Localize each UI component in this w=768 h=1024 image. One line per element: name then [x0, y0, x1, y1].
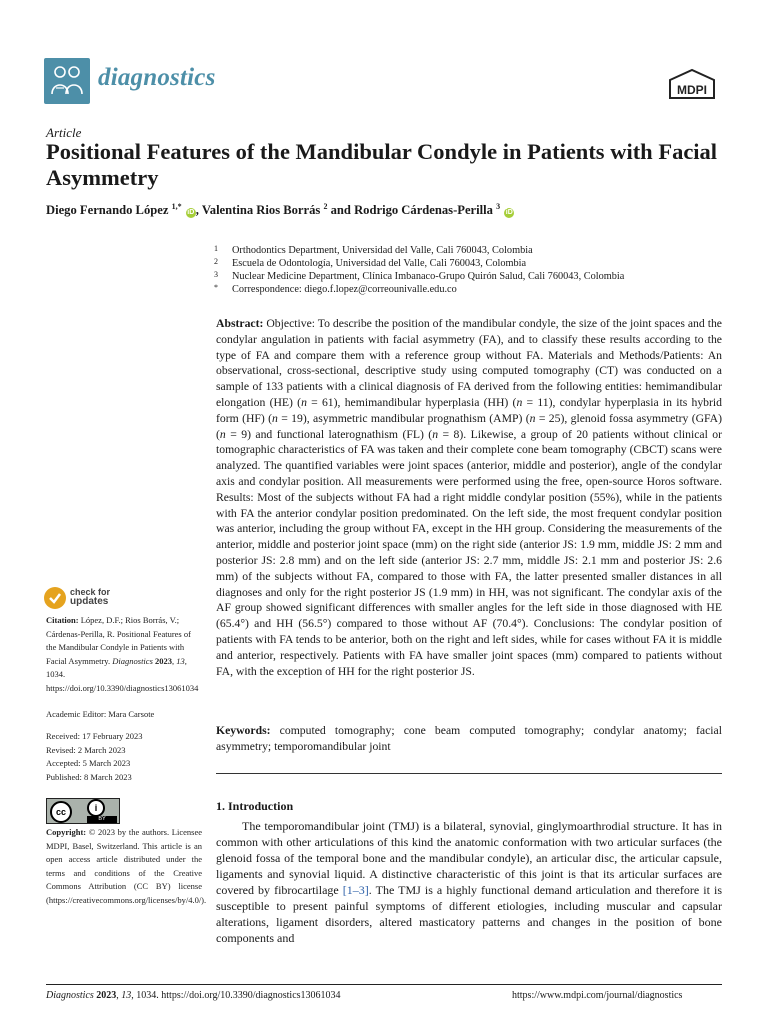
copyright-notice — [46, 826, 207, 907]
article-title: Positional Features of the Mandibular Condyle in Patients with Facial Asymmetry — [46, 139, 718, 190]
check-line-2: updates — [70, 596, 109, 607]
citation-volume: 13 — [176, 655, 185, 666]
abstract-text: = 19), asymmetric mandibular prognathism (AMP) ( — [277, 411, 530, 425]
author-separator: , — [195, 203, 202, 218]
check-updates-icon — [44, 587, 66, 609]
author-affil: 2 — [323, 202, 328, 211]
author-affil: 1,* — [171, 202, 182, 211]
affiliation-number: 2 — [214, 257, 218, 266]
footer-doi[interactable]: , 1034. https://doi.org/10.3390/diagnostics13061034 — [131, 990, 341, 1001]
date-published: Published: 8 March 2023 — [46, 771, 132, 782]
affiliation-text: Nuclear Medicine Department, Clínica Imbanaco-Grupo Quirón Salud, Cali 760043, Colombia — [232, 271, 625, 282]
cc-by-label: BY — [87, 816, 117, 823]
abstract-text: = 9) and functional laterognathism (FL) ( — [225, 427, 433, 441]
affiliation-text: Orthodontics Department, Universidad del Valle, Cali 760043, Colombia — [232, 245, 533, 256]
affiliation-row — [214, 283, 734, 296]
affiliation-row — [214, 244, 734, 257]
n-symbol: n — [516, 395, 523, 409]
affiliation-number: * — [214, 283, 218, 292]
citation: Citation: López, D.F.; Rios Borrás, V.; Cárdenas-Perilla, R. Positional Features of the Mandibular Condyle in Patients with Facial Asymmetry. Diagnostics 2023, 13, 1034. https://doi.org/10.3390/diagnostics13061034 — [46, 615, 199, 693]
n-symbol: n — [272, 411, 278, 425]
n-symbol: n — [219, 427, 226, 441]
abstract — [216, 316, 722, 679]
orcid-icon[interactable]: iD — [505, 209, 513, 217]
publisher-name: MDPI — [677, 83, 707, 97]
footer-journal: Diagnostics — [46, 990, 94, 1001]
author-separator: and — [327, 203, 355, 218]
citation-year: 2023 — [152, 655, 173, 666]
orcid-icon[interactable]: iD — [187, 209, 195, 217]
author-name: Rodrigo Cárdenas-Perilla — [354, 203, 493, 218]
affiliation-number: 1 — [214, 244, 218, 253]
citation-doi[interactable]: , 1034. https://doi.org/10.3390/diagnostics13061034 — [46, 655, 199, 693]
cc-icon: cc — [50, 801, 72, 823]
affiliation-number: 3 — [214, 270, 218, 279]
date-received: Received: 17 February 2023 — [46, 731, 143, 741]
reference-link[interactable]: [1–3] — [342, 883, 369, 897]
abstract-label: Abstract: — [216, 317, 264, 330]
correspondence-email[interactable]: Correspondence: diego.f.lopez@correounivalle.edu.co — [232, 284, 457, 295]
n-symbol: n — [301, 395, 307, 409]
author-affil: 3 — [496, 202, 501, 211]
person-icon: i — [87, 799, 105, 817]
intro-paragraph — [216, 818, 722, 946]
date-accepted: Accepted: 5 March 2023 — [46, 758, 131, 768]
keywords — [216, 723, 722, 755]
abstract-text: = 61), hemimandibular hyperplasia (HH) ( — [306, 395, 517, 409]
copyright-text: © 2023 by the authors. Licensee MDPI, Basel, Switzerland. This article is an open access article distributed under the terms and conditions of the Creative Commons Attribution (CC BY) license (https://creativecommons.org/licenses/by/4.0/). — [46, 827, 207, 905]
citation-journal: Diagnostics — [112, 655, 153, 666]
academic-editor: Academic Editor: Mara Carsote — [46, 709, 155, 719]
check-for-updates-button[interactable] — [44, 587, 148, 611]
cc-by-license-badge[interactable] — [46, 798, 120, 824]
date-revised: Revised: 2 March 2023 — [46, 744, 126, 755]
affiliation-text: Escuela de Odontología, Universidad del Valle, Cali 760043, Colombia — [232, 258, 527, 269]
footer-year: 2023 — [93, 990, 117, 1001]
n-symbol: n — [529, 411, 536, 425]
affiliations — [214, 244, 734, 296]
abstract-text: Objective: To describe the position of the mandibular condyle, the size of the joint spaces and the condylar angulation in patients with facial asymmetry (FA), and to classify these results according to the type of FA and compare them with a reference group without FA. Materials and Methods/Patients: An observational, cross-sectional, descriptive study using computed tomography (CT) was conducted on a sample of 133 patients with a clinical diagnosis of FA derived from the following entities: hemimandibular elongation (HE) ( — [216, 317, 722, 409]
copyright-label: Copyright: — [46, 827, 87, 837]
author-list — [46, 202, 746, 218]
keywords-label: Keywords: — [216, 724, 271, 737]
footer-journal-url[interactable]: https://www.mdpi.com/journal/diagnostics — [512, 990, 683, 1001]
abstract-text: = 8). Likewise, a group of 20 patients without clinical or tomographic characteristics of FA was taken and their complete cone beam tomography (CBCT) scans were analyzed. The quantified variables were joint spaces (anterior, middle and posterior), angle of the condylar axis and condylar position. All measurements were performed using the free, open-source Horos software. Results: Most of the subjects without FA had a right middle condylar position (55%), while in the patients with FA the anterior condylar position predominated. On the left side, the most frequent condylar position was anterior, including the group without FA, except in the HH group. Considering the measurements of the anterior, middle and posterior joint space (mm) on the right side (anterior JS: 1.9 mm, middle JS: 2 mm and posterior JS: 2.8 mm) and on the left side (anterior JS: 2.7 mm, middle JS: 2.1 mm and posterior JS: 2.6 mm) of the subjects without FA, compared to those with FA, the latter presented smaller distances in all diagnoses and only for the right posterior JS (1.9 mm) in HH, was not significant. The condylar axis of the AF group showed significant differences with smaller angles for the left side in those diagnosed with HE (65.4°) and HH (56.5°) compared to those without AF (70.4°). Conclusions: The condylar position of patients with FA tends to be anterior, both on the right and left sides, while for cases without FA it is middle and anterior, respectively. Patients with FA have smaller joint spaces (mm) compared to patients without FA, with the exception of HH for the right posterior JS. — [216, 427, 722, 678]
citation-label: Citation: — [46, 615, 79, 625]
abstract-text: = 11), condylar hyperplasia in its hybrid form (HF) ( — [216, 395, 722, 425]
affiliation-row — [214, 257, 734, 270]
author-name: Valentina Rios Borrás — [201, 203, 321, 218]
intro-text: The temporomandibular joint (TMJ) is a bilateral, synovial, ginglymoarthrodial structure. It has in common with other articulations of this kind the anatomic conformation with two articular surfaces (the glenoid fossa of the temporal bone and the mandibular condyle), an articular disc, the articular capsule, ligaments and synovial liquid. A distinctive characteristic of this joint is that its articular surfaces are covered by fibrocartilage — [216, 819, 722, 897]
footer-citation: Diagnostics 2023, 13, 1034. https://doi.org/10.3390/diagnostics13061034 — [46, 990, 341, 1001]
footer-volume: 13 — [121, 990, 132, 1001]
intro-text: . The TMJ is a highly functional demand articulation and therefore it is susceptible to present painful symptoms of different etiologies, including muscular and capsular alterations, ligament disorders, altered masticatory patterns and changes in the position of bone components and — [216, 883, 722, 945]
section-heading: 1. Introduction — [216, 799, 294, 813]
keywords-text: computed tomography; cone beam computed tomography; condylar anatomy; facial asymmetry; temporomandibular joint — [216, 724, 722, 753]
publication-dates — [46, 730, 202, 784]
abstract-text: = 25), glenoid fossa asymmetry (GFA) ( — [216, 411, 722, 441]
citation-text: López, D.F.; Rios Borrás, V.; Cárdenas-Perilla, R. Positional Features of the Mandibular Condyle in Patients with Facial Asymmetry. — [46, 615, 191, 666]
divider — [216, 773, 722, 774]
affiliation-row — [214, 270, 734, 283]
journal-name[interactable]: diagnostics — [98, 64, 216, 91]
journal-logo-icon — [44, 58, 90, 104]
check-line-1: check for — [70, 587, 111, 597]
check-updates-label — [70, 587, 110, 607]
footer-divider — [46, 984, 722, 985]
author-name: Diego Fernando López — [46, 203, 169, 218]
article-type: Article — [46, 125, 82, 140]
mdpi-logo-icon[interactable] — [666, 68, 718, 102]
n-symbol: n — [432, 427, 439, 441]
